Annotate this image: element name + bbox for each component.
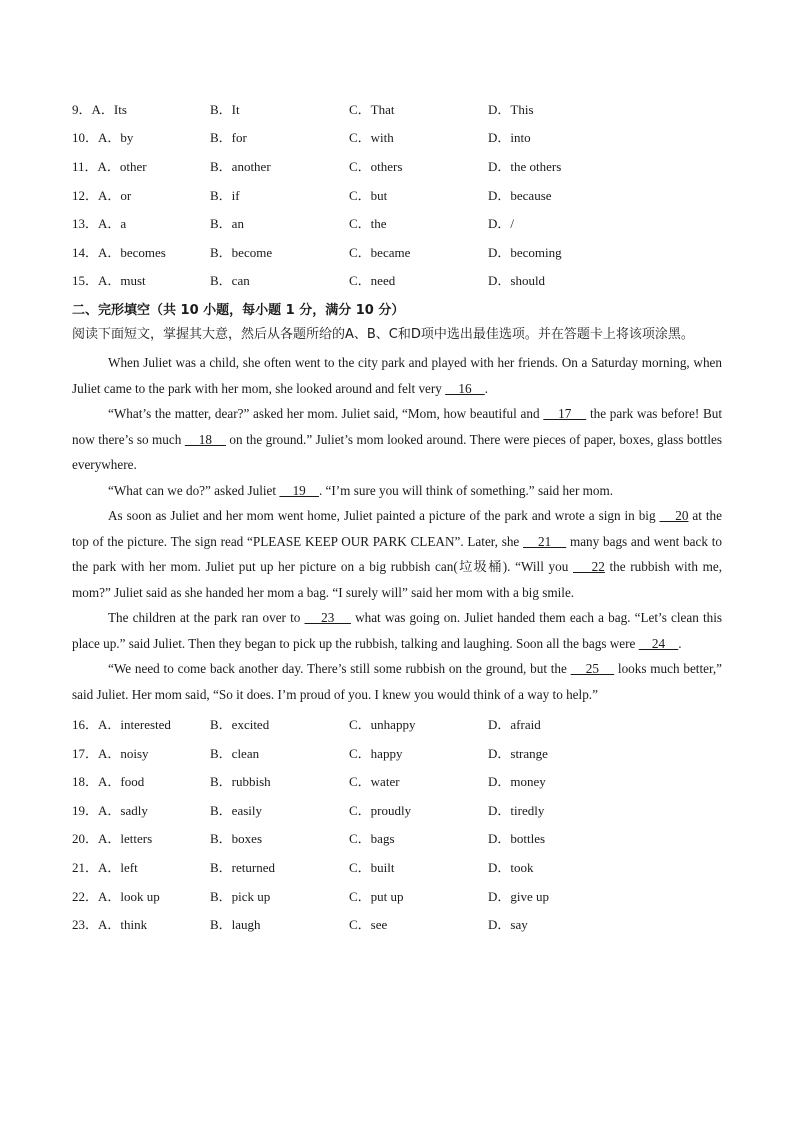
option-d: D．give up	[488, 888, 550, 904]
passage-paragraph	[72, 656, 722, 707]
passage-text: on the ground.” Juliet’s mom looked around. There were pieces of paper, boxes, glass bottles everywhere.	[72, 431, 722, 473]
option-d: D．because	[488, 187, 552, 203]
option-c: C．water	[349, 774, 400, 790]
passage-text: the rubbish with me, mom?” Juliet said as she handed her mom a bag. “I surely will” said her mom with a big smile.	[72, 559, 722, 600]
option-a: 21．A．left	[72, 859, 138, 875]
passage-paragraph	[72, 605, 722, 656]
option-a: 18．A．food	[72, 774, 145, 790]
option-b: B．pick up	[210, 888, 271, 904]
exam-page	[72, 94, 722, 938]
option-b: B．clean	[210, 745, 260, 761]
passage-text: . “I’m sure you will think of something.” said her mom.	[318, 482, 614, 498]
option-c: C．built	[349, 859, 395, 875]
option-c: C．need	[349, 273, 396, 289]
option-d: D．into	[488, 130, 531, 146]
question-row	[72, 738, 722, 767]
option-b: B．boxes	[210, 831, 263, 847]
passage-text: “We need to come back another day. There’s still some rubbish on the ground, but the	[108, 661, 571, 677]
option-d: D．becoming	[488, 244, 562, 260]
passage-text: “What can we do?” asked Juliet	[108, 482, 280, 498]
passage-text: The children at the park ran over to	[108, 610, 305, 626]
option-c: C．bags	[349, 831, 395, 847]
option-b: B．laugh	[210, 917, 261, 933]
option-c: C．the	[349, 216, 387, 232]
option-a: 11．A．other	[72, 158, 147, 174]
passage-text: what was going on. Juliet handed them each a bag. “Let’s clean this place up.” said Juliet. Then they began to pick up the rubbish, talking and laughing. Soon all the bags were	[72, 610, 723, 651]
blank-19: 19	[279, 482, 319, 498]
option-b: B．can	[210, 273, 250, 289]
question-row	[72, 795, 722, 824]
section-instruction: 阅读下面短文，掌握其大意，然后从各题所给的A、B、C和D项中选出最佳选项。并在答题卡上将该项涂黑。	[72, 327, 694, 343]
option-c: C．became	[349, 244, 411, 260]
option-d: D．took	[488, 859, 534, 875]
option-c: C．That	[349, 101, 395, 117]
option-a: 9．A．Its	[72, 101, 127, 117]
question-row	[72, 208, 722, 237]
option-d: D．say	[488, 917, 528, 933]
option-d: D．This	[488, 101, 534, 117]
option-a: 12．A．or	[72, 187, 132, 203]
blank-18: 18	[184, 431, 226, 447]
passage-paragraph	[72, 478, 722, 504]
passage-text: As soon as Juliet and her mom went home, Juliet painted a picture of the park and wrote a sign in big	[108, 508, 660, 524]
question-row	[72, 852, 722, 881]
option-c: C．others	[349, 158, 403, 174]
option-b: B．for	[210, 130, 247, 146]
option-b: B．returned	[210, 859, 275, 875]
option-b: B．another	[210, 158, 271, 174]
question-row	[72, 266, 722, 295]
cloze-passage	[72, 350, 722, 707]
option-c: C．see	[349, 917, 388, 933]
passage-paragraph	[72, 503, 722, 605]
passage-text: .	[678, 635, 682, 651]
option-b: B．if	[210, 187, 240, 203]
option-b: B．an	[210, 216, 244, 232]
option-b: B．rubbish	[210, 774, 271, 790]
blank-24: 24	[638, 635, 679, 651]
question-row	[72, 766, 722, 795]
option-a: 10．A．by	[72, 130, 134, 146]
option-c: C．happy	[349, 745, 403, 761]
option-a: 19．A．sadly	[72, 802, 148, 818]
option-a: 13．A．a	[72, 216, 127, 232]
blank-17: 17	[543, 406, 587, 422]
passage-text: .	[484, 380, 489, 396]
passage-text: the park was before! But now there’s so much	[72, 406, 722, 447]
blank-21: 21	[523, 533, 567, 549]
passage-text: at the top of the picture. The sign read “PLEASE KEEP OUR PARK CLEAN”. Later, she	[72, 508, 722, 549]
passage-text: “What’s the matter, dear?” asked her mom. Juliet said, “Mom, how beautiful and	[108, 406, 544, 422]
question-row	[72, 123, 722, 152]
option-a: 17．A．noisy	[72, 745, 149, 761]
question-row	[72, 881, 722, 910]
section-title: 二、完形填空（共 10 小题，每小题 1 分，满分 10 分）	[72, 302, 405, 318]
option-a: 16．A．interested	[72, 716, 171, 732]
question-row	[72, 151, 722, 180]
blank-25: 25	[570, 661, 615, 677]
option-d: D．should	[488, 273, 546, 289]
option-d: D．the others	[488, 158, 562, 174]
passage-text: When Juliet was a child, she often went to the city park and played with her friends. On a Saturday morning, when Juliet came to the park with her mom, she looked around and felt very	[72, 355, 722, 396]
option-a: 15．A．must	[72, 273, 146, 289]
question-list-part1	[72, 94, 722, 294]
question-row	[72, 94, 722, 123]
option-b: B．excited	[210, 716, 270, 732]
question-row	[72, 237, 722, 266]
passage-paragraph	[72, 350, 722, 401]
option-a: 14．A．becomes	[72, 244, 166, 260]
question-list-part2	[72, 709, 722, 938]
blank-16: 16	[445, 380, 485, 396]
question-row	[72, 180, 722, 209]
option-d: D．bottles	[488, 831, 546, 847]
question-row	[72, 909, 722, 938]
option-d: D．afraid	[488, 716, 541, 732]
passage-text: many bags and went back to the park with her mom. Juliet put up her picture on a big rubbish can(垃圾桶). “Will you	[72, 533, 722, 575]
question-row	[72, 824, 722, 853]
option-d: D．tiredly	[488, 802, 545, 818]
blank-20: 20	[659, 508, 689, 524]
option-c: C．with	[349, 130, 394, 146]
option-b: B．easily	[210, 802, 262, 818]
option-c: C．proudly	[349, 802, 412, 818]
option-c: C．put up	[349, 888, 404, 904]
option-d: D．strange	[488, 745, 548, 761]
passage-paragraph	[72, 401, 722, 478]
option-a: 22．A．look up	[72, 888, 160, 904]
option-a: 20．A．letters	[72, 831, 153, 847]
option-a: 23．A．think	[72, 917, 148, 933]
passage-text: looks much better,” said Juliet. Her mom said, “So it does. I’m proud of you. I knew you would think of a way to help.”	[72, 661, 722, 702]
blank-22: 22	[572, 559, 605, 575]
option-d: D．money	[488, 774, 546, 790]
question-row	[72, 709, 722, 738]
option-c: C．but	[349, 187, 388, 203]
blank-23: 23	[304, 610, 351, 626]
option-c: C．unhappy	[349, 716, 416, 732]
option-b: B．It	[210, 101, 240, 117]
option-b: B．become	[210, 244, 273, 260]
option-d: D．/	[488, 216, 515, 232]
